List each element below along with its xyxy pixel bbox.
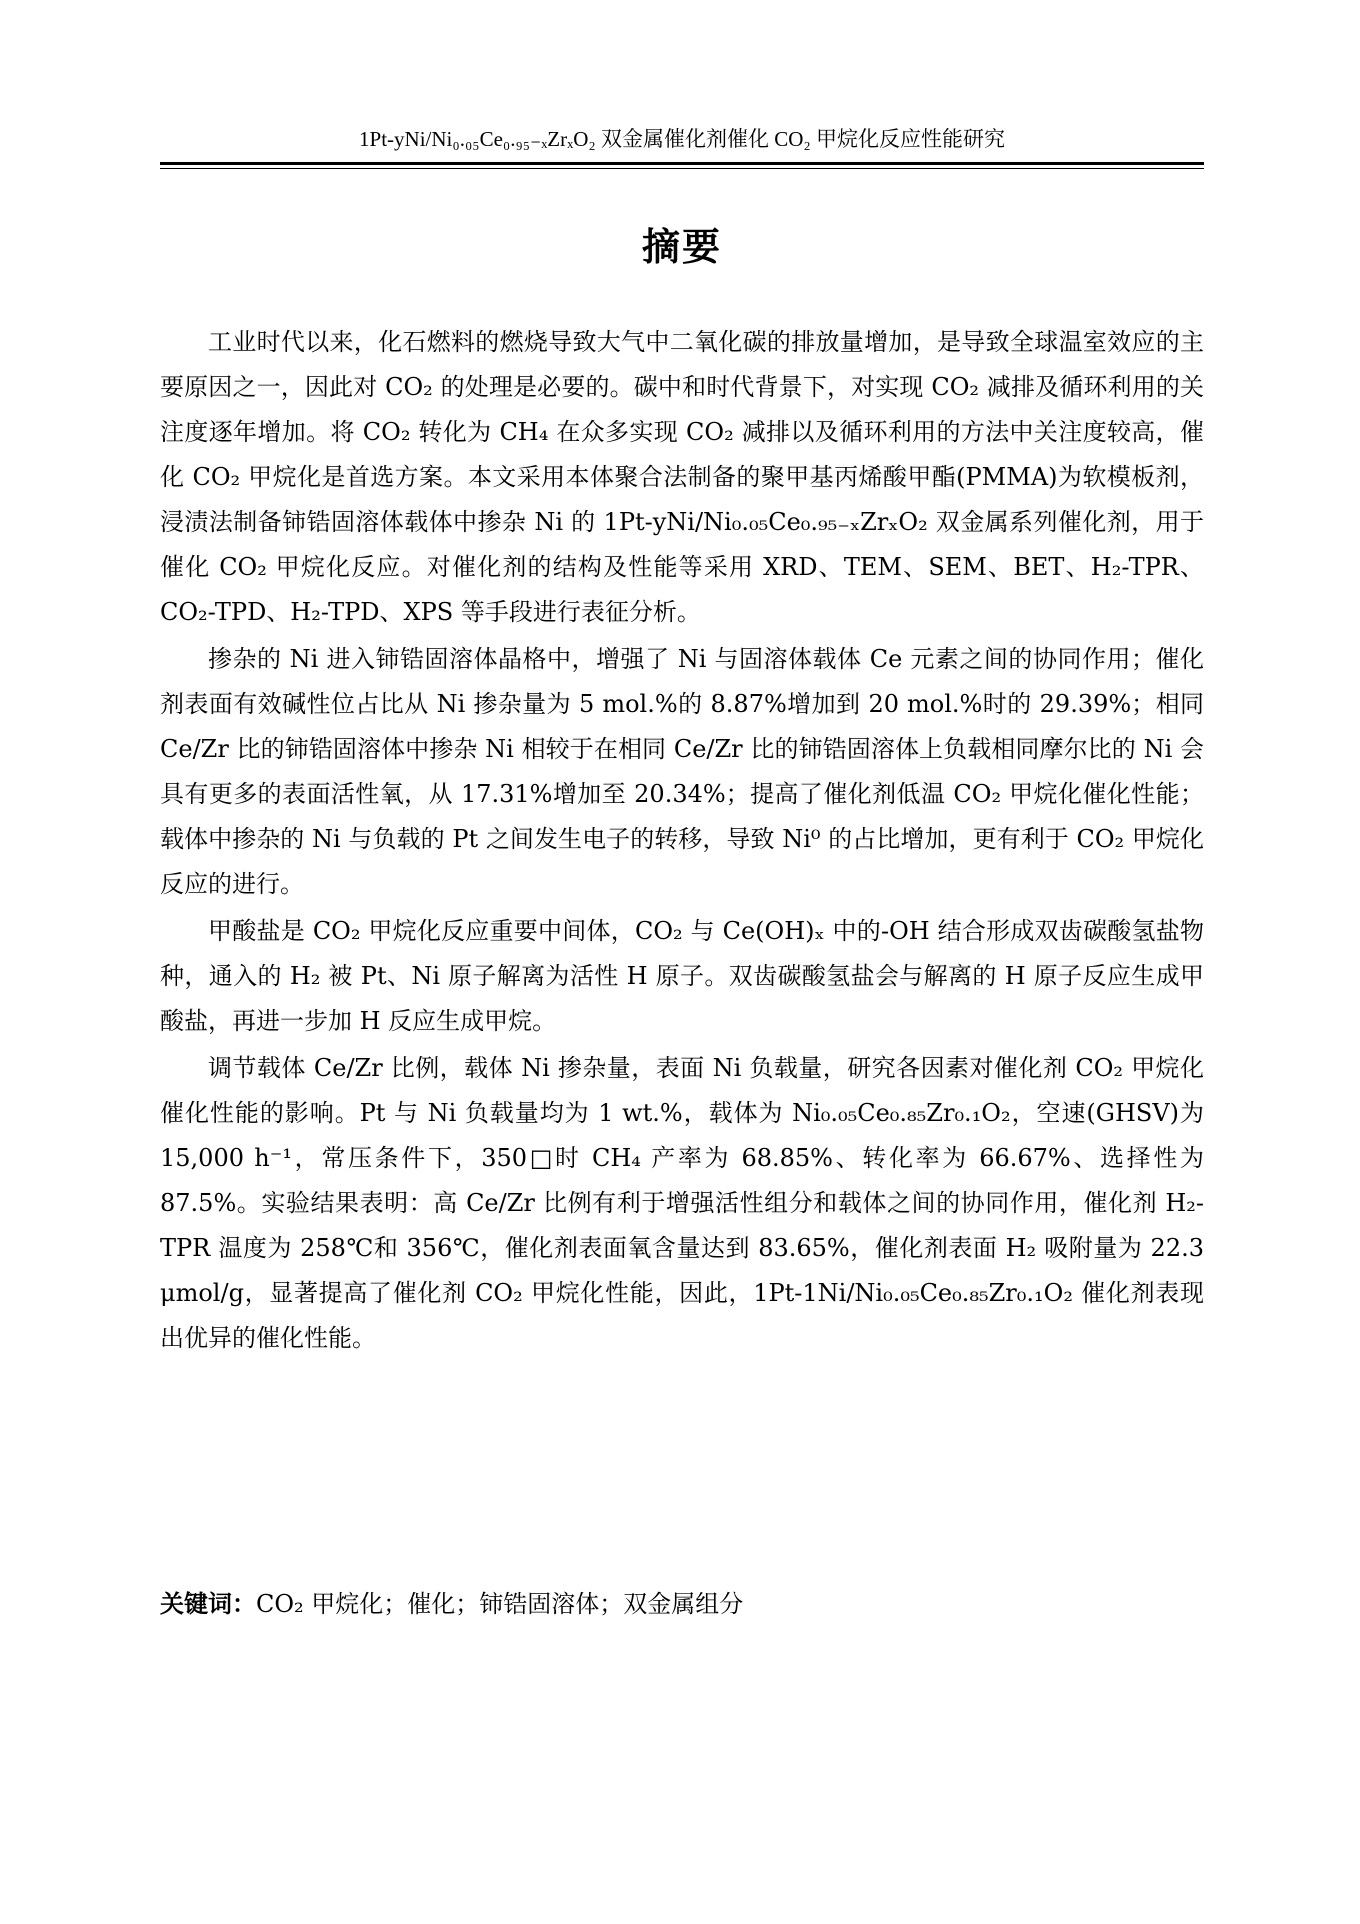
abstract-paragraph-3: 甲酸盐是 CO₂ 甲烷化反应重要中间体，CO₂ 与 Ce(OH)ₓ 中的-OH 结合形成双齿碳酸氢盐物种，通入的 H₂ 被 Pt、Ni 原子解离为活性 H 原子。双齿碳酸氢盐会与解离的 H 原子反应生成甲酸盐，再进一步加 H 反应生成甲烷。: [160, 917, 1204, 1035]
keywords: [160, 1584, 1204, 1624]
page-title: 摘要: [641, 225, 722, 269]
abstract-paragraph-1: 工业时代以来，化石燃料的燃烧导致大气中二氧化碳的排放量增加，是导致全球温室效应的主要原因之一，因此对 CO₂ 的处理是必要的。碳中和时代背景下，对实现 CO₂ 减排及循环利用的关注度逐年增加。将 CO₂ 转化为 CH₄ 在众多实现 CO₂ 减排以及循环利用的方法中关注度较高，催化 CO₂ 甲烷化是首选方案。本文采用本体聚合法制备的聚甲基丙烯酸甲酯(PMMA)为软模板剂，浸渍法制备铈锆固溶体载体中掺杂 Ni 的 1Pt-yNi/Ni₀.₀₅Ce₀.₉₅₋ₓZrₓO₂ 双金属系列催化剂，用于催化 CO₂ 甲烷化反应。对催化剂的结构及性能等采用 XRD、TEM、SEM、BET、H₂-TPR、CO₂-TPD、H₂-TPD、XPS 等手段进行表征分析。: [160, 328, 1204, 626]
running-header: 1Pt-yNi/Ni₀.₀₅Ce₀.₉₅₋ₓZrₓO₂ 双金属催化剂催化 CO₂ 甲烷化反应性能研究: [359, 127, 1005, 151]
keywords-text: CO₂ 甲烷化；催化；铈锆固溶体；双金属组分: [256, 1590, 744, 1618]
abstract-paragraph-4: 调节载体 Ce/Zr 比例，载体 Ni 掺杂量，表面 Ni 负载量，研究各因素对催化剂 CO₂ 甲烷化催化性能的影响。Pt 与 Ni 负载量均为 1 wt.%，载体为 Ni₀.₀₅Ce₀.₈₅Zr₀.₁O₂，空速(GHSV)为 15,000 h⁻¹，常压条件下，350□时 CH₄ 产率为 68.85%、转化率为 66.67%、选择性为 87.5%。实验结果表明：高 Ce/Zr 比例有利于增强活性组分和载体之间的协同作用，催化剂 H₂-TPR 温度为 258℃和 356℃，催化剂表面氧含量达到 83.65%，催化剂表面 H₂ 吸附量为 22.3 μmol/g，显著提高了催化剂 CO₂ 甲烷化性能，因此，1Pt-1Ni/Ni₀.₀₅Ce₀.₈₅Zr₀.₁O₂ 催化剂表现出优异的催化性能。: [160, 1054, 1204, 1352]
header-rule: [160, 162, 1204, 165]
keywords-label: 关键词：: [160, 1590, 256, 1618]
abstract-paragraph-2: 掺杂的 Ni 进入铈锆固溶体晶格中，增强了 Ni 与固溶体载体 Ce 元素之间的协同作用；催化剂表面有效碱性位占比从 Ni 掺杂量为 5 mol.%的 8.87%增加到 20 mol.%时的 29.39%；相同 Ce/Zr 比的铈锆固溶体中掺杂 Ni 相较于在相同 Ce/Zr 比的铈锆固溶体上负载相同摩尔比的 Ni 会具有更多的表面活性氧，从 17.31%增加至 20.34%；提高了催化剂低温 CO₂ 甲烷化催化性能；载体中掺杂的 Ni 与负载的 Pt 之间发生电子的转移，导致 Ni⁰ 的占比增加，更有利于 CO₂ 甲烷化反应的进行。: [160, 645, 1204, 898]
abstract-body: [160, 320, 1204, 1363]
